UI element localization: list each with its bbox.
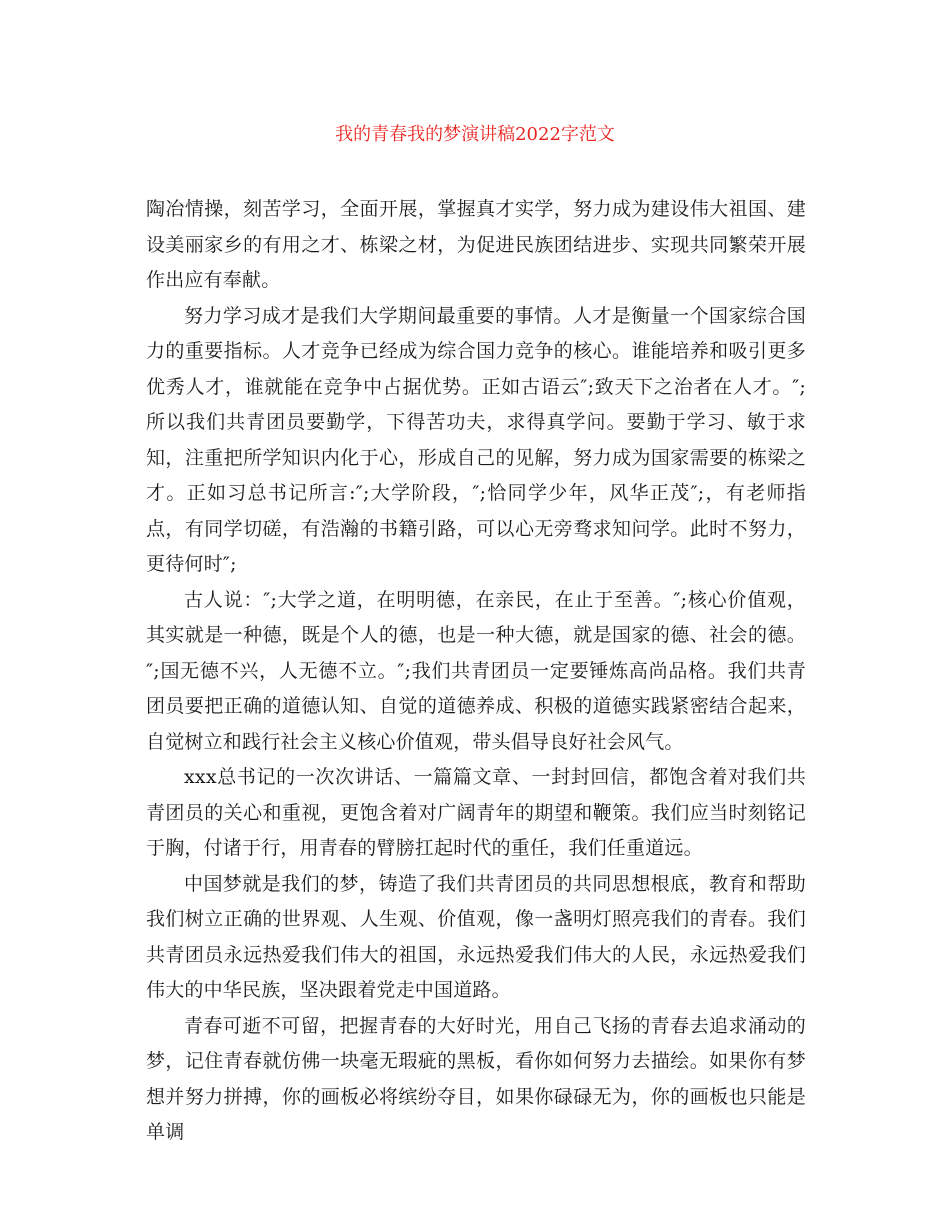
paragraph: 陶冶情操，刻苦学习，全面开展，掌握真才实学，努力成为建设伟大祖国、建设美丽家乡的有用之才、栋梁之材，为促进民族团结进步、实现共同繁荣开展作出应有奉献。: [146, 198, 806, 291]
paragraph: 青春可逝不可留，把握青春的大好时光，用自己飞扬的青春去追求涌动的梦，记住青春就仿佛一块毫无瑕疵的黑板，看你如何努力去描绘。如果你有梦想并努力拼搏，你的画板必将缤纷夺目，如果你碌碌无为，你的画板也只能是单调: [146, 1014, 806, 1143]
paragraph: xxx总书记的一次次讲话、一篇篇文章、一封封回信，都饱含着对我们共青团员的关心和重视，更饱含着对广阔青年的期望和鞭策。我们应当时刻铭记于胸，付诸于行，用青春的臂膀扛起时代的重任，我们任重道远。: [146, 766, 806, 859]
document-body: [146, 192, 806, 1151]
paragraph: 努力学习成才是我们大学期间最重要的事情。人才是衡量一个国家综合国力的重要指标。人才竞争已经成为综合国力竞争的核心。谁能培养和吸引更多优秀人才，谁就能在竞争中占据优势。正如古语云″;致天下之治者在人才。″;所以我们共青团员要勤学，下得苦功夫，求得真学问。要勤于学习、敏于求知，注重把所学知识内化于心，形成自己的见解，努力成为国家需要的栋梁之才。正如习总书记所言:″;大学阶段，″;恰同学少年，风华正茂″;，有老师指点，有同学切磋，有浩瀚的书籍引路，可以心无旁骛求知问学。此时不努力，更待何时″;: [146, 304, 806, 575]
paragraph: 中国梦就是我们的梦，铸造了我们共青团员的共同思想根底，教育和帮助我们树立正确的世界观、人生观、价值观，像一盏明灯照亮我们的青春。我们共青团员永远热爱我们伟大的祖国，永远热爱我们伟大的人民，永远热爱我们伟大的中华民族，坚决跟着党走中国道路。: [146, 872, 806, 1001]
document-title: 我的青春我的梦演讲稿2022字范文: [335, 124, 615, 145]
paragraph: 古人说：″;大学之道，在明明德，在亲民，在止于至善。″;核心价值观，其实就是一种德，既是个人的德，也是一种大德，就是国家的德、社会的德。″;国无德不兴，人无德不立。″;我们共青团员一定要锤炼高尚品格。我们共青团员要把正确的道德认知、自觉的道德养成、积极的道德实践紧密结合起来，自觉树立和践行社会主义核心价值观，带头倡导良好社会风气。: [146, 588, 806, 753]
